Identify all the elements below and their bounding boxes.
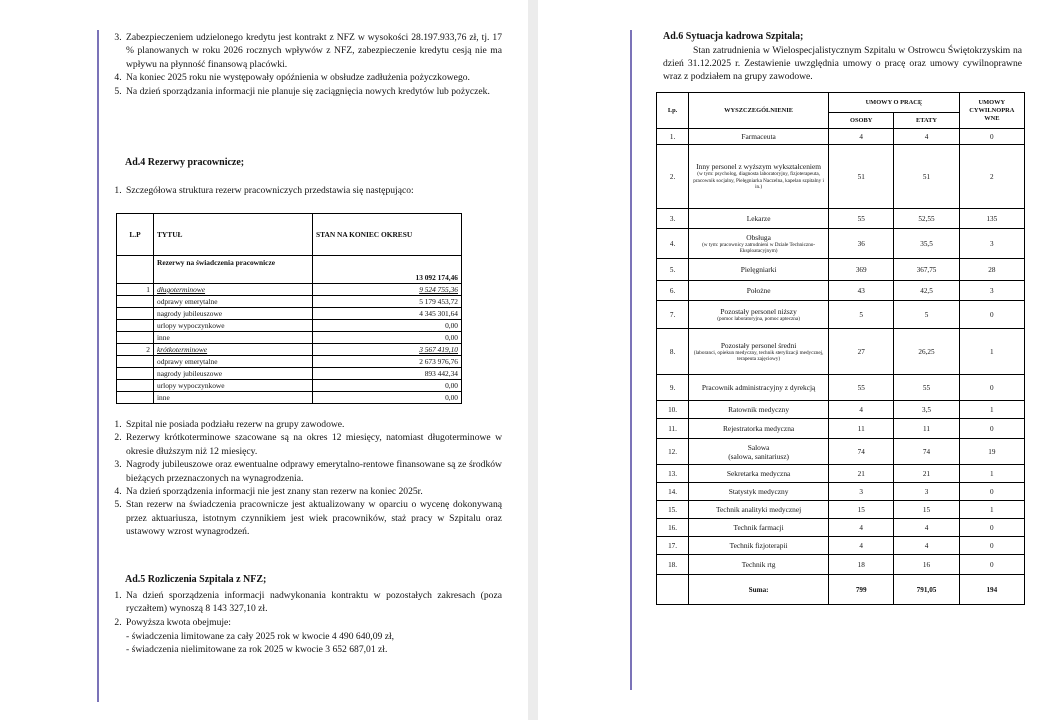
row-civil: 135 [959, 209, 1024, 229]
row-name: Lekarze [746, 214, 771, 223]
row-title: inne [154, 332, 313, 344]
row-description [689, 281, 829, 301]
col-header-fte: ETATY [894, 113, 959, 129]
document-page-right [538, 0, 1060, 720]
row-civil: 0 [959, 537, 1024, 555]
row-name: Pozostały personel średni [720, 340, 797, 350]
table-row [657, 519, 1025, 537]
row-persons: 4 [829, 129, 894, 145]
row-lp [117, 392, 154, 404]
reserve-notes-list [108, 418, 502, 539]
row-civil: 0 [959, 375, 1024, 401]
section-heading-ad5: Ad.5 Rozliczenia Szpitala z NFZ; [125, 574, 267, 585]
row-civil: 3 [959, 229, 1024, 259]
row-title: nagrody jubileuszowe [154, 368, 313, 380]
row-description [689, 145, 829, 209]
row-title: urlopy wypoczynkowe [154, 380, 313, 392]
row-fte: 3,5 [894, 401, 959, 419]
sum-civil: 194 [959, 575, 1024, 605]
staff-table [656, 92, 1025, 605]
col-header-lp: L.P [117, 214, 154, 256]
table-row [657, 501, 1025, 519]
page-margin-bar [97, 30, 99, 702]
row-persons: 74 [829, 439, 894, 465]
ad5-sub-item: - świadczenia limitowane za cały 2025 rok w kwocie 4 490 640,09 zł, [126, 631, 395, 642]
row-description [689, 229, 829, 259]
row-name: Rejestratorka medyczna [722, 424, 795, 433]
row-name: Pozostały personel niższy [720, 306, 797, 316]
row-note: (w tym: psycholog, diagnosta laboratoryjny, fizjoterapeuta, pracownik socjalny, Pielęgniarka Naczelna, kapelan szpitalny i in.) [693, 171, 824, 191]
table-row [117, 320, 462, 332]
row-civil: 2 [959, 145, 1024, 209]
row-value: 3 567 419,10 [313, 344, 462, 356]
table-row [657, 483, 1025, 501]
ad5-sub-item: - świadczenia nielimitowane za rok 2025 w kwocie 3 652 687,01 zł. [126, 644, 388, 656]
row-lp: 18. [657, 555, 689, 575]
table-row [657, 465, 1025, 483]
row-description [689, 419, 829, 439]
row-name: Statystyk medyczny [728, 487, 789, 496]
row-persons: 43 [829, 281, 894, 301]
row-name: Technik rtg [741, 560, 776, 569]
col-header-title: TYTUŁ [154, 214, 313, 256]
row-value: 893 442,34 [313, 368, 462, 380]
table-row [657, 129, 1025, 145]
table-row [117, 332, 462, 344]
table-row [657, 375, 1025, 401]
row-description [689, 209, 829, 229]
row-persons: 27 [829, 329, 894, 375]
row-persons: 36 [829, 229, 894, 259]
row-fte: 4 [894, 129, 959, 145]
row-lp: 2 [117, 344, 154, 356]
reserve-table [116, 213, 462, 404]
row-civil: 0 [959, 301, 1024, 329]
row-lp: 2. [657, 145, 689, 209]
table-row [657, 301, 1025, 329]
section-heading-ad6: Ad.6 Sytuacja kadrowa Szpitala; [663, 31, 804, 42]
row-name: Technik fizjoterapii [729, 541, 788, 550]
row-lp [117, 308, 154, 320]
row-title: krótkoterminowe [154, 344, 313, 356]
row-lp: 12. [657, 439, 689, 465]
row-persons: 11 [829, 419, 894, 439]
row-note: (pomoc laboratoryjna, pomoc apteczna) [717, 315, 800, 322]
row-description [689, 483, 829, 501]
row-description [689, 465, 829, 483]
row-note: (w tym: pracownicy zatrudnieni w Dziale Techniczno-Eksploatacyjnym) [702, 241, 816, 254]
row-civil: 0 [959, 419, 1024, 439]
top-numbered-list [108, 31, 502, 98]
row-lp: 14. [657, 483, 689, 501]
col-header-description: WYSZCZEGÓLNIENIE [689, 93, 829, 129]
ad6-intro: Stan zatrudnienia w Wielospecjalistycznym Szpitalu w Ostrowcu Świętokrzyskim na dzień 31.12.2025 r. Zestawienie uwzględnia umowy o pracę oraz umowy cywilnoprawne wraz z podziałem na grupy zawodowe. [663, 45, 1022, 83]
row-civil: 0 [959, 555, 1024, 575]
list-item: 5. Na dzień sporządzania informacji nie planuje się zaciągnięcia nowych kredytów lub pożyczek. [124, 85, 502, 98]
row-persons: 4 [829, 519, 894, 537]
row-description [689, 259, 829, 281]
row-persons: 4 [829, 401, 894, 419]
row-value: 0,00 [313, 320, 462, 332]
row-civil: 1 [959, 401, 1024, 419]
row-description [689, 555, 829, 575]
row-lp: 11. [657, 419, 689, 439]
row-title: nagrody jubileuszowe [154, 308, 313, 320]
row-lp [117, 380, 154, 392]
row-name: Salowa [747, 442, 770, 452]
row-lp: 1 [117, 284, 154, 296]
table-row [657, 401, 1025, 419]
row-name: Pracownik administracyjny z dyrekcją [701, 383, 816, 392]
row-lp: 9. [657, 375, 689, 401]
row-description [689, 519, 829, 537]
row-fte: 26,25 [894, 329, 959, 375]
row-civil: 1 [959, 501, 1024, 519]
row-persons: 55 [829, 209, 894, 229]
row-lp: 7. [657, 301, 689, 329]
row-value: 0,00 [313, 392, 462, 404]
row-fte: 5 [894, 301, 959, 329]
row-fte: 11 [894, 419, 959, 439]
list-item: 3. Zabezpieczeniem udzielonego kredytu jest kontrakt z NFZ w wysokości 28.197.933,76 zł, tj. 17 % planowanych w roku 2026 rocznych wpływów z NFZ, zabezpieczenie kredytu cesją nie ma wpływu na płynność finansową placówki. [124, 31, 502, 71]
row-name: Obsługa [746, 232, 771, 242]
row-fte: 15 [894, 501, 959, 519]
row-subtitle: (salowa, sanitariusz) [728, 451, 789, 461]
row-civil: 1 [959, 465, 1024, 483]
row-lp: 16. [657, 519, 689, 537]
row-fte: 35,5 [894, 229, 959, 259]
row-lp: 4. [657, 229, 689, 259]
row-description [689, 401, 829, 419]
row-description [689, 537, 829, 555]
row-lp [117, 368, 154, 380]
row-lp: 6. [657, 281, 689, 301]
row-civil: 0 [959, 483, 1024, 501]
table-row [657, 259, 1025, 281]
ad4-intro-list [108, 184, 502, 197]
row-name: Ratownik medyczny [728, 405, 790, 414]
row-lp [117, 320, 154, 332]
row-fte: 74 [894, 439, 959, 465]
table-row [117, 368, 462, 380]
row-persons: 5 [829, 301, 894, 329]
row-fte: 21 [894, 465, 959, 483]
table-row [117, 296, 462, 308]
table-row [117, 284, 462, 296]
document-page-left [0, 0, 528, 720]
col-header-persons: OSOBY [829, 113, 894, 129]
row-persons: 369 [829, 259, 894, 281]
row-name: Pielęgniarki [740, 265, 777, 274]
col-header-employment: UMOWY O PRACĘ [829, 93, 960, 113]
row-description [689, 301, 829, 329]
sum-fte: 791,05 [894, 575, 959, 605]
row-value: 5 179 453,72 [313, 296, 462, 308]
page-margin-bar [630, 30, 632, 690]
row-title: odprawy emerytalne [154, 356, 313, 368]
table-row [657, 209, 1025, 229]
row-persons: 55 [829, 375, 894, 401]
list-item: 1. Szczegółowa struktura rezerw pracowniczych przedstawia się następująco: [124, 184, 502, 197]
row-name: Technik farmacji [733, 523, 784, 532]
row-lp: 8. [657, 329, 689, 375]
list-item: 5. Stan rezerw na świadczenia pracownicze jest aktualizowany w oparciu o wycenę dokonywaną przez aktuariusza, istotnym czynnikiem jest wiek pracowników, staż pracy w Szpitalu oraz ustawowy wzrost wynagrodzeń. [124, 498, 502, 538]
table-row [117, 344, 462, 356]
table-row [657, 329, 1025, 375]
row-fte: 367,75 [894, 259, 959, 281]
row-lp [117, 296, 154, 308]
ad5-sub-items [126, 630, 496, 657]
row-lp: 5. [657, 259, 689, 281]
row-value: 0,00 [313, 380, 462, 392]
row-note: (laboranci, opiekun medyczny, technik sterylizacji medycznej, terapeuta zajęciowy) [693, 349, 824, 362]
list-item: 2. Rezerwy krótkoterminowe szacowane są na okres 12 miesięcy, natomiast długoterminowe w okresie dłuższym niż 12 miesięcy. [124, 431, 502, 458]
table-row [117, 380, 462, 392]
row-fte: 4 [894, 537, 959, 555]
row-fte: 52,55 [894, 209, 959, 229]
sum-label: Suma: [689, 575, 829, 605]
row-persons: 21 [829, 465, 894, 483]
row-title: długoterminowe [154, 284, 313, 296]
col-header-lp: Lp. [657, 93, 689, 129]
row-lp: 10. [657, 401, 689, 419]
table-row [657, 439, 1025, 465]
reserve-total-label: Rezerwy na świadczenia pracownicze [154, 256, 313, 284]
row-name: Sekretarka medyczna [726, 469, 791, 478]
row-civil: 28 [959, 259, 1024, 281]
row-lp: 3. [657, 209, 689, 229]
list-item: 1. Szpital nie posiada podziału rezerw na grupy zawodowe. [124, 418, 502, 431]
row-persons: 18 [829, 555, 894, 575]
row-description [689, 375, 829, 401]
sum-row [657, 575, 1025, 605]
section-heading-ad4: Ad.4 Rezerwy pracownicze; [125, 157, 245, 168]
row-description [689, 439, 829, 465]
row-civil: 0 [959, 519, 1024, 537]
row-lp: 13. [657, 465, 689, 483]
table-row [657, 229, 1025, 259]
row-civil: 19 [959, 439, 1024, 465]
row-description [689, 329, 829, 375]
row-description [689, 501, 829, 519]
row-title: odprawy emerytalne [154, 296, 313, 308]
row-lp [117, 356, 154, 368]
row-civil: 0 [959, 129, 1024, 145]
row-civil: 3 [959, 281, 1024, 301]
row-name: Inny personel z wyższym wykształceniem [696, 162, 821, 172]
row-name: Farmaceuta [741, 132, 776, 141]
row-name: Technik analityki medycznej [715, 505, 802, 514]
table-row [117, 356, 462, 368]
row-fte: 55 [894, 375, 959, 401]
table-row [657, 281, 1025, 301]
reserve-total-value: 13 092 174,46 [313, 256, 462, 284]
row-description [689, 129, 829, 145]
row-title: urlopy wypoczynkowe [154, 320, 313, 332]
row-value: 9 524 755,36 [313, 284, 462, 296]
row-fte: 16 [894, 555, 959, 575]
row-persons: 3 [829, 483, 894, 501]
table-row [657, 145, 1025, 209]
row-value: 2 673 976,76 [313, 356, 462, 368]
row-value: 0,00 [313, 332, 462, 344]
row-fte: 3 [894, 483, 959, 501]
table-row [117, 308, 462, 320]
list-item: 4. Na koniec 2025 roku nie występowały opóźnienia w obsłudze zadłużenia pożyczkowego. [124, 71, 502, 84]
list-item: 2. Powyższa kwota obejmuje: [124, 616, 502, 629]
col-header-civil: UMOWY CYWILNOPRA WNE [959, 93, 1024, 129]
list-item: 3. Nagrody jubileuszowe oraz ewentualne odprawy emerytalno-rentowe finansowane są ze środków bieżących przeznaczonych na wynagrodzenia. [124, 458, 502, 485]
row-value: 4 345 301,64 [313, 308, 462, 320]
row-persons: 4 [829, 537, 894, 555]
row-fte: 51 [894, 145, 959, 209]
row-lp: 15. [657, 501, 689, 519]
row-name: Położne [746, 286, 771, 295]
list-item: 4. Na dzień sporządzenia informacji nie jest znany stan rezerw na koniec 2025r. [124, 485, 502, 498]
row-lp [117, 332, 154, 344]
row-lp: 1. [657, 129, 689, 145]
row-civil: 1 [959, 329, 1024, 375]
table-row [657, 555, 1025, 575]
sum-persons: 799 [829, 575, 894, 605]
table-row [657, 419, 1025, 439]
list-item: 1. Na dzień sporządzenia informacji nadwykonania kontraktu w pozostałych zakresach (poza ryczałtem) wynoszą 8 143 327,10 zł. [124, 589, 502, 616]
row-persons: 51 [829, 145, 894, 209]
row-lp: 17. [657, 537, 689, 555]
row-title: inne [154, 392, 313, 404]
col-header-value: STAN NA KONIEC OKRESU [313, 214, 462, 256]
row-fte: 4 [894, 519, 959, 537]
table-row [117, 392, 462, 404]
table-row [657, 537, 1025, 555]
row-persons: 15 [829, 501, 894, 519]
ad5-list [108, 589, 502, 629]
row-fte: 42,5 [894, 281, 959, 301]
